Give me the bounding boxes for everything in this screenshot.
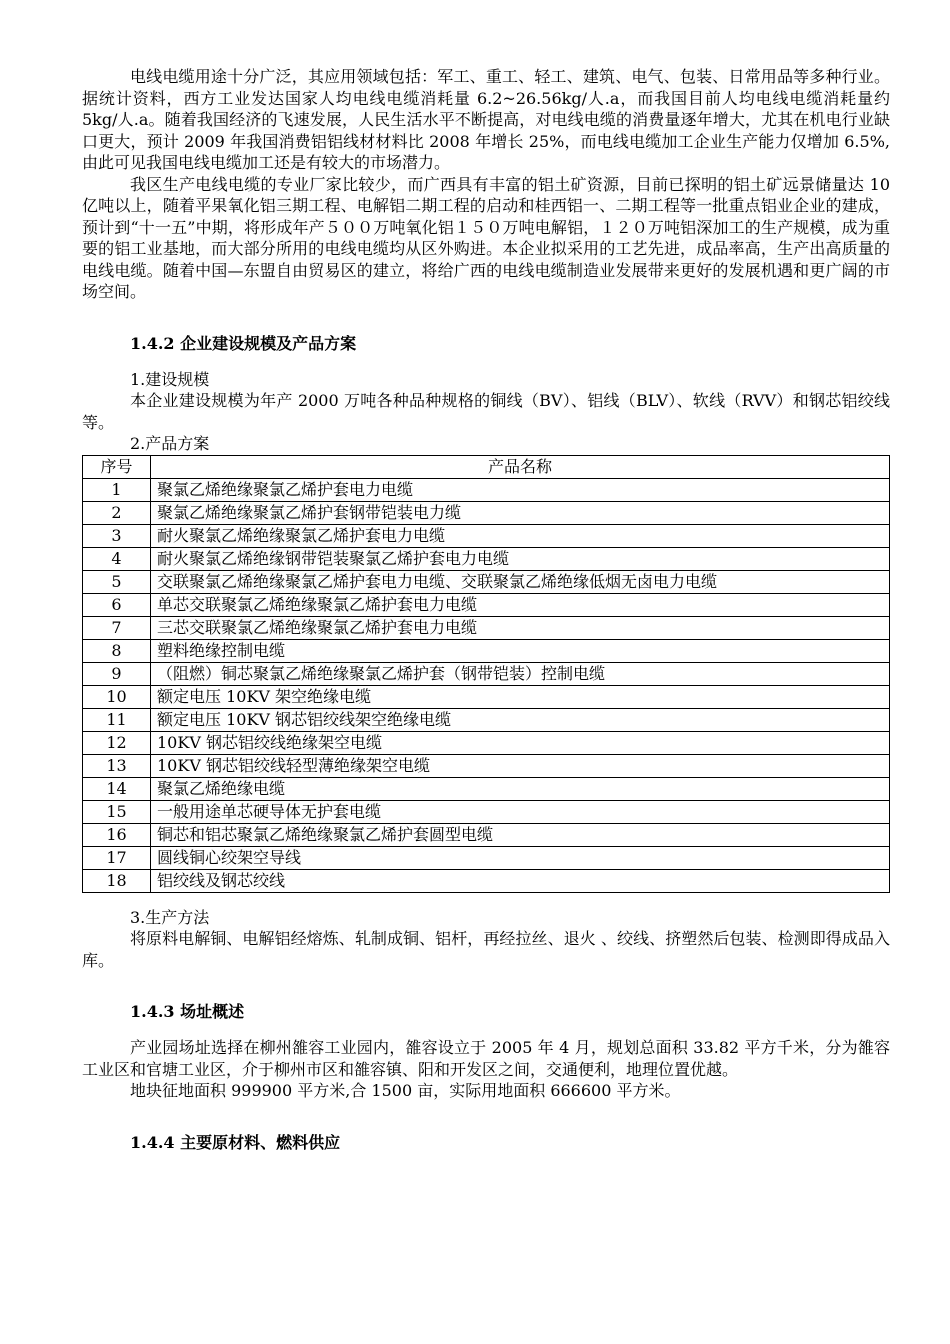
paragraph-guangxi-market: 我区生产电线电缆的专业厂家比较少，而广西具有丰富的铝土矿资源，目前已探明的铝土矿远景储量达 10 亿吨以上，随着平果氧化铝三期工程、电解铝二期工程的启动和桂西铝一、二期工程等一批重点铝业企业的建成，预计到“十一五”中期，将形成年产５００万吨氧化铝１５０万吨电解铝，１２０万吨铝深加工的生产规模，成为重要的铝工业基地，而大部分所用的电线电缆均从区外购进。本企业拟采用的工艺先进，成品率高，生产出高质量的电线电缆。随着中国—东盟自由贸易区的建立，将给广西的电线电缆制造业发展带来更好的发展机遇和更广阔的市场空间。 <box>82 174 890 301</box>
row-index: 14 <box>83 777 151 800</box>
paragraph-site-location: 产业园场址选择在柳州雒容工业园内，雒容设立于 2005 年 4 月，规划总面积 33.82 平方千米，分为雒容工业区和官塘工业区，介于柳州市区和雒容镇、阳和开发区之间，交通便利，地理位置优越。 <box>82 1038 890 1079</box>
header-index: 序号 <box>83 455 151 478</box>
row-product-name: 耐火聚氯乙烯绝缘聚氯乙烯护套电力电缆 <box>151 524 890 547</box>
paragraph-construction-scale: 本企业建设规模为年产 2000 万吨各种品种规格的铜线（BV）、铝线（BLV）、软线（RVV）和钢芯铝绞线等。 <box>82 391 890 432</box>
table-row <box>83 731 890 754</box>
row-product-name: 额定电压 10KV 架空绝缘电缆 <box>151 685 890 708</box>
table-row <box>83 616 890 639</box>
row-product-name: 圆线铜心绞架空导线 <box>151 846 890 869</box>
row-index: 5 <box>83 570 151 593</box>
paragraph-land-area: 地块征地面积 999900 平方米,合 1500 亩，实际用地面积 666600 平方米。 <box>130 1081 681 1100</box>
heading-1-4-2: 1.4.2 企业建设规模及产品方案 <box>130 333 357 353</box>
row-index: 3 <box>83 524 151 547</box>
row-product-name: 聚氯乙烯绝缘聚氯乙烯护套钢带铠装电力缆 <box>151 501 890 524</box>
row-index: 18 <box>83 869 151 892</box>
row-product-name: 交联聚氯乙烯绝缘聚氯乙烯护套电力电缆、交联聚氯乙烯绝缘低烟无卤电力电缆 <box>151 570 890 593</box>
row-index: 16 <box>83 823 151 846</box>
row-product-name: 铝绞线及钢芯绞线 <box>151 869 890 892</box>
row-index: 7 <box>83 616 151 639</box>
table-header-row <box>83 455 890 478</box>
row-product-name: （阻燃）铜芯聚氯乙烯绝缘聚氯乙烯护套（钢带铠装）控制电缆 <box>151 662 890 685</box>
row-index: 9 <box>83 662 151 685</box>
row-product-name: 10KV 钢芯铝绞线绝缘架空电缆 <box>151 731 890 754</box>
table-row <box>83 685 890 708</box>
row-product-name: 塑料绝缘控制电缆 <box>151 639 890 662</box>
table-row <box>83 800 890 823</box>
row-index: 15 <box>83 800 151 823</box>
row-index: 6 <box>83 593 151 616</box>
row-index: 1 <box>83 478 151 501</box>
table-row <box>83 501 890 524</box>
row-index: 2 <box>83 501 151 524</box>
table-row <box>83 524 890 547</box>
row-product-name: 10KV 钢芯铝绞线轻型薄绝缘架空电缆 <box>151 754 890 777</box>
row-product-name: 一般用途单芯硬导体无护套电缆 <box>151 800 890 823</box>
table-row <box>83 846 890 869</box>
table-row <box>83 662 890 685</box>
subheading-construction-scale: 1.建设规模 <box>130 369 210 389</box>
row-index: 11 <box>83 708 151 731</box>
header-product-name: 产品名称 <box>151 455 890 478</box>
paragraph-cable-usage: 电线电缆用途十分广泛，其应用领域包括：军工、重工、轻工、建筑、电气、包装、日常用品等多种行业。据统计资料，西方工业发达国家人均电线电缆消耗量 6.2~26.56kg/人.a，而我国目前人均电线电缆消耗量约 5kg/人.a。随着我国经济的飞速发展，人民生活水平不断提高，对电线电缆的消费量逐年增大，尤其在机电行业缺口更大，预计 2009 年我国消费铝铝线材材料比 2008 年增长 25%，而电线电缆加工企业生产能力仅增加 6.5%,由此可见我国电线电缆加工还是有较大的市场潜力。 <box>82 67 890 172</box>
row-index: 10 <box>83 685 151 708</box>
row-product-name: 聚氯乙烯绝缘电缆 <box>151 777 890 800</box>
table-row <box>83 754 890 777</box>
row-index: 8 <box>83 639 151 662</box>
table-row <box>83 777 890 800</box>
subheading-production-method: 3.生产方法 <box>130 907 210 927</box>
table-row <box>83 639 890 662</box>
paragraph-production-method: 将原料电解铜、电解铝经熔炼、轧制成铜、铝杆，再经拉丝、退火 、绞线、挤塑然后包装、检测即得成品入库。 <box>82 929 890 970</box>
product-table <box>82 455 890 893</box>
document-page <box>82 66 890 1154</box>
table-row <box>83 869 890 892</box>
table-row <box>83 593 890 616</box>
subheading-product-plan: 2.产品方案 <box>130 434 210 453</box>
row-product-name: 三芯交联聚氯乙烯绝缘聚氯乙烯护套电力电缆 <box>151 616 890 639</box>
row-product-name: 聚氯乙烯绝缘聚氯乙烯护套电力电缆 <box>151 478 890 501</box>
table-row <box>83 478 890 501</box>
row-index: 12 <box>83 731 151 754</box>
table-row <box>83 570 890 593</box>
row-index: 4 <box>83 547 151 570</box>
table-row <box>83 708 890 731</box>
table-row <box>83 547 890 570</box>
heading-1-4-3: 1.4.3 场址概述 <box>130 1002 245 1021</box>
row-index: 13 <box>83 754 151 777</box>
heading-1-4-4: 1.4.4 主要原材料、燃料供应 <box>130 1132 341 1152</box>
row-product-name: 额定电压 10KV 钢芯铝绞线架空绝缘电缆 <box>151 708 890 731</box>
table-row <box>83 823 890 846</box>
row-product-name: 单芯交联聚氯乙烯绝缘聚氯乙烯护套电力电缆 <box>151 593 890 616</box>
row-product-name: 耐火聚氯乙烯绝缘钢带铠装聚氯乙烯护套电力电缆 <box>151 547 890 570</box>
row-index: 17 <box>83 846 151 869</box>
row-product-name: 铜芯和铝芯聚氯乙烯绝缘聚氯乙烯护套圆型电缆 <box>151 823 890 846</box>
